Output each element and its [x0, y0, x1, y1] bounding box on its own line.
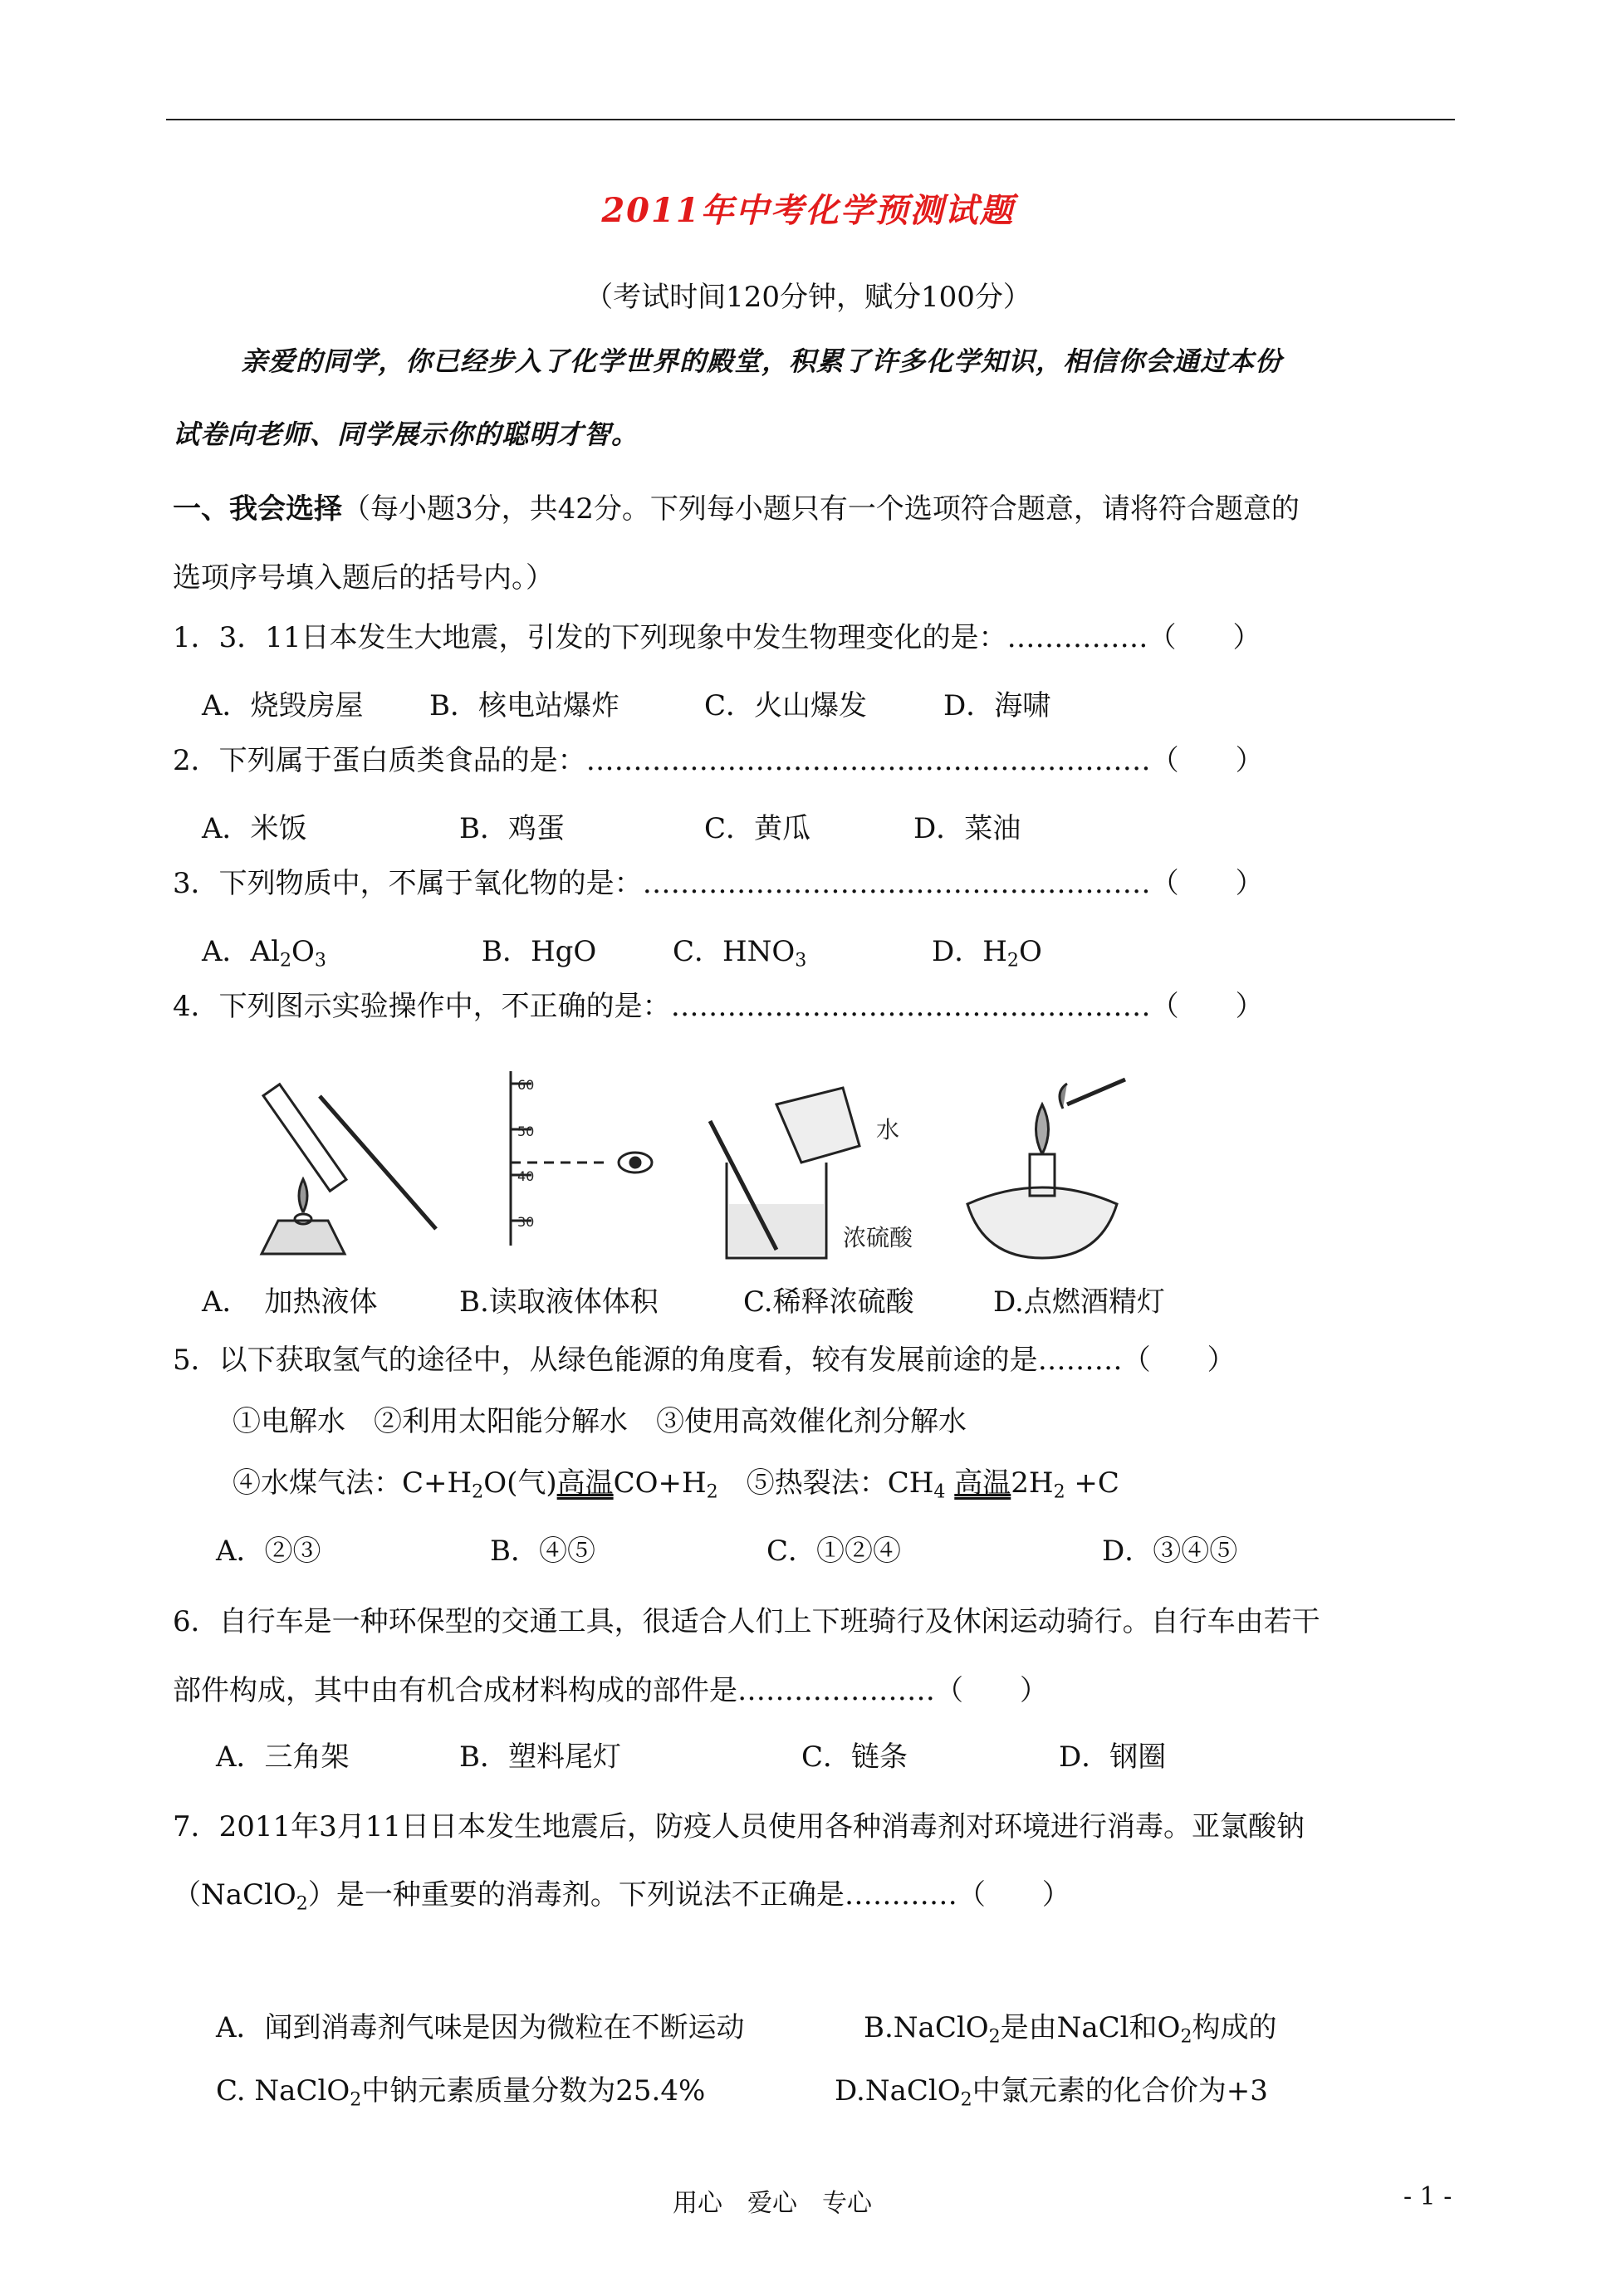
- q4-option-b: B.读取液体体积: [459, 1285, 659, 1319]
- header-rule: [166, 119, 1455, 120]
- q2-option-c: C．黄瓜: [704, 812, 811, 845]
- q2-stem: 2．下列属于蛋白质类食品的是：……………………………………………………（ ）: [173, 744, 1264, 777]
- q5-stem: 5．以下获取氢气的途径中，从绿色能源的角度看，较有发展前途的是………（ ）: [173, 1344, 1236, 1377]
- q7-stem-1: 7．2011年3月11日日本发生地震后，防疫人员使用各种消毒剂对环境进行消毒。亚氯酸钠: [173, 1810, 1305, 1843]
- label-conc-acid: 浓硫酸: [843, 1224, 913, 1251]
- q4-option-c: C.稀释浓硫酸: [743, 1285, 914, 1319]
- q6-option-c: C．链条: [801, 1740, 908, 1774]
- section-1-heading: [173, 492, 1300, 526]
- q3-option-a: A．$Al_2O_3$: [202, 935, 326, 972]
- q5-option-d: D．③④⑤: [1102, 1535, 1238, 1568]
- label-water: 水: [876, 1116, 900, 1143]
- q6-stem-2: 部件构成，其中由有机合成材料构成的部件是…………………（ ）: [173, 1674, 1048, 1707]
- section-1-note: （每小题3分，共42分。下列每小题只有一个选项符合题意，请将符合题意的: [342, 492, 1300, 526]
- q5-option-c: C．①②④: [766, 1535, 902, 1568]
- q1-stem: 1．3．11日本发生大地震，引发的下列现象中发生物理变化的是：……………（ ）: [173, 621, 1261, 654]
- q7-option-d: D.NaClO$_2$中氯元素的化合价为+3: [835, 2074, 1268, 2111]
- q7-stem-2: （NaClO$_2$）是一种重要的消毒剂。下列说法不正确是…………（ ）: [173, 1878, 1070, 1915]
- q2-option-d: D．菜油: [913, 812, 1021, 845]
- q4-stem: 4．下列图示实验操作中，不正确的是：……………………………………………（ ）: [173, 990, 1264, 1023]
- q5-items-1: ①电解水 ②利用太阳能分解水 ③使用高效催化剂分解水: [233, 1405, 967, 1438]
- q1-option-c: C．火山爆发: [704, 689, 868, 722]
- cylinder-tick-30: 30: [517, 1214, 535, 1230]
- q1-option-b: B．核电站爆炸: [429, 689, 619, 722]
- intro-line-1: 亲爱的同学，你已经步入了化学世界的殿堂，积累了许多化学知识，相信你会通过本份: [241, 345, 1283, 377]
- q3-stem: 3．下列物质中，不属于氧化物的是：………………………………………………（ ）: [173, 867, 1264, 900]
- page-number: - 1 -: [1403, 2182, 1452, 2211]
- q1-option-d: D．海啸: [943, 689, 1051, 722]
- q3-option-d: D．$H_2O$: [932, 935, 1042, 972]
- section-1-note-2: 选项序号填入题后的括号内。）: [173, 561, 554, 595]
- q6-stem-1: 6．自行车是一种环保型的交通工具，很适合人们上下班骑行及休闲运动骑行。自行车由若干: [173, 1605, 1320, 1638]
- q6-option-d: D．钢圈: [1059, 1740, 1167, 1774]
- figure-heating-liquid: [262, 1084, 436, 1254]
- q5-option-a: A．②③: [216, 1535, 321, 1568]
- cylinder-tick-60: 60: [517, 1077, 535, 1093]
- q3-option-c: C．$HNO_3$: [673, 935, 807, 972]
- figure-alcohol-lamp: [967, 1079, 1125, 1258]
- page-title: 2011年中考化学预测试题: [601, 191, 1015, 230]
- section-1-title: 一、我会选择: [173, 492, 342, 526]
- exam-subtitle: （考试时间120分钟，赋分100分）: [585, 281, 1031, 314]
- q5-option-b: B．④⑤: [490, 1535, 595, 1568]
- q2-option-a: A．米饭: [202, 812, 307, 845]
- q7-option-b: B.NaClO$_2$是由NaCl和$O_2$构成的: [864, 2011, 1277, 2048]
- q1-option-a: A．烧毁房屋: [202, 689, 364, 722]
- footer-motto: 用心 爱心 专心: [673, 2189, 872, 2218]
- q4-figures: [245, 1071, 1142, 1270]
- intro-line-2: 试卷向老师、同学展示你的聪明才智。: [173, 419, 639, 450]
- q3-option-b: B．HgO: [482, 935, 597, 968]
- cylinder-tick-40: 40: [517, 1168, 535, 1184]
- q4-option-a: A． 加热液体: [202, 1285, 378, 1319]
- q7-option-c: C. NaClO$_2$中钠元素质量分数为25.4%: [216, 2074, 706, 2111]
- q7-option-a: A．闻到消毒剂气味是因为微粒在不断运动: [216, 2011, 745, 2044]
- figure-diluting-acid: [710, 1088, 859, 1258]
- q6-option-a: A．三角架: [216, 1740, 350, 1774]
- q4-option-d: D.点燃酒精灯: [993, 1285, 1165, 1319]
- q6-option-b: B．塑料尾灯: [459, 1740, 621, 1774]
- cylinder-tick-50: 50: [517, 1124, 535, 1139]
- q2-option-b: B．鸡蛋: [459, 812, 565, 845]
- q5-items-2: ④水煤气法：$C+H_2O$(气)高温$CO+H_2$ ⑤热裂法：$CH_4$ 高温$2H_2 +C$: [233, 1466, 1119, 1503]
